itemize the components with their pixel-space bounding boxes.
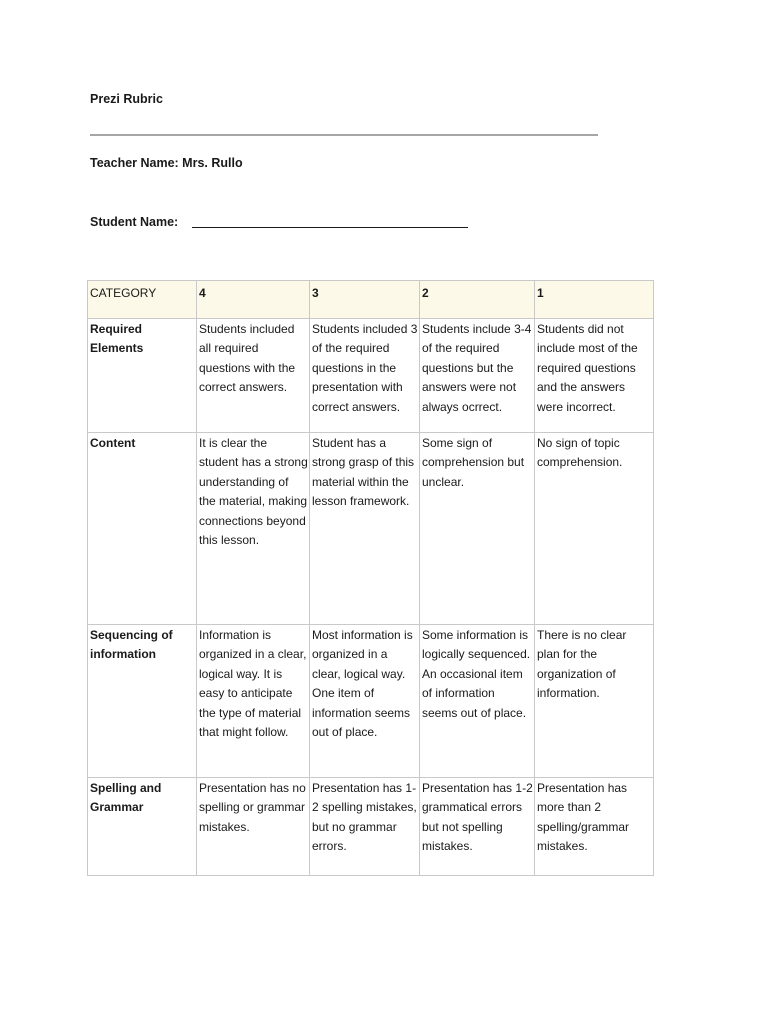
- teacher-name: Teacher Name: Mrs. Rullo: [90, 156, 243, 170]
- rubric-table: [87, 280, 654, 876]
- header-score-2: 2: [420, 281, 535, 319]
- table-row: [88, 319, 654, 433]
- criteria-cell: It is clear the student has a strong understanding of the material, making connections beyond this lesson.: [197, 433, 310, 625]
- criteria-cell: Presentation has more than 2 spelling/grammar mistakes.: [535, 778, 654, 876]
- criteria-cell: Presentation has 1-2 grammatical errors but not spelling mistakes.: [420, 778, 535, 876]
- criteria-cell: Students included 3 of the required questions in the presentation with correct answers.: [310, 319, 420, 433]
- student-name-blank: [192, 213, 468, 228]
- student-name-row: [90, 214, 468, 229]
- student-name-label: Student Name:: [90, 215, 179, 229]
- criteria-cell: Students include 3-4 of the required questions but the answers were not always ocrrect.: [420, 319, 535, 433]
- table-row: [88, 778, 654, 876]
- category-cell: Content: [88, 433, 197, 625]
- header-score-3: 3: [310, 281, 420, 319]
- document-title: Prezi Rubric: [90, 92, 163, 106]
- category-cell: Sequencing of information: [88, 625, 197, 778]
- criteria-cell: Some information is logically sequenced. An occasional item of information seems out of place.: [420, 625, 535, 778]
- criteria-cell: Students included all required questions with the correct answers.: [197, 319, 310, 433]
- title-divider: [90, 134, 598, 136]
- category-cell: Required Elements: [88, 319, 197, 433]
- criteria-cell: Information is organized in a clear, logical way. It is easy to anticipate the type of material that might follow.: [197, 625, 310, 778]
- table-row: [88, 625, 654, 778]
- criteria-cell: Some sign of comprehension but unclear.: [420, 433, 535, 625]
- header-score-1: 1: [535, 281, 654, 319]
- criteria-cell: Student has a strong grasp of this material within the lesson framework.: [310, 433, 420, 625]
- criteria-cell: Presentation has 1-2 spelling mistakes, but no grammar errors.: [310, 778, 420, 876]
- rubric-header-row: [88, 281, 654, 319]
- criteria-cell: There is no clear plan for the organization of information.: [535, 625, 654, 778]
- criteria-cell: Most information is organized in a clear, logical way. One item of information seems out of place.: [310, 625, 420, 778]
- criteria-cell: No sign of topic comprehension.: [535, 433, 654, 625]
- category-cell: Spelling and Grammar: [88, 778, 197, 876]
- criteria-cell: Presentation has no spelling or grammar mistakes.: [197, 778, 310, 876]
- header-score-4: 4: [197, 281, 310, 319]
- criteria-cell: Students did not include most of the required questions and the answers were incorrect.: [535, 319, 654, 433]
- header-category: CATEGORY: [88, 281, 197, 319]
- table-row: [88, 433, 654, 625]
